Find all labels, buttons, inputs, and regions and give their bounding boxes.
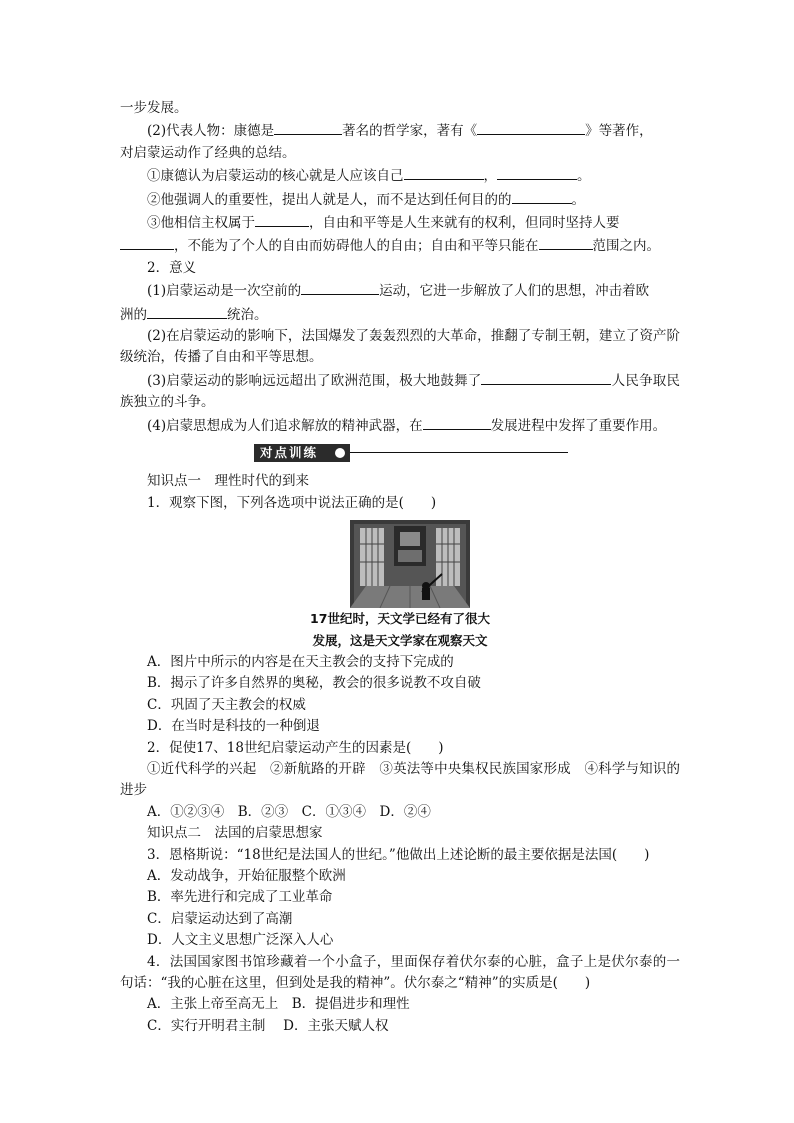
- fill-blank: [147, 303, 227, 319]
- option: [120, 930, 680, 951]
- text: 知识点一 理性时代的到来: [147, 473, 309, 490]
- text: ②他强调人的重要性，提出人就是人，而不是达到任何目的的: [147, 191, 512, 208]
- option: [120, 994, 680, 1015]
- fill-blank: [481, 369, 611, 385]
- text: 发展进程中发挥了重要作用。: [490, 417, 667, 434]
- text: A．①②③④ B．②③ C．①③④ D．②④: [147, 803, 431, 820]
- text: 洲的: [120, 306, 147, 323]
- option: [120, 866, 680, 887]
- text: ，: [483, 168, 497, 185]
- text: 。: [571, 191, 585, 208]
- text: 2．意义: [147, 259, 197, 276]
- section-heading: [120, 258, 680, 279]
- figure-caption: [120, 608, 680, 652]
- text: ①康德认为启蒙运动的核心就是人应该自己: [147, 168, 404, 185]
- fill-blank: [255, 211, 309, 227]
- banner-text: 对点训练: [260, 445, 319, 461]
- text: 对启蒙运动作了经典的总结。: [120, 144, 296, 161]
- text: 运动，它进一步解放了人们的思想，冲击着欧: [379, 283, 650, 300]
- caption-line: 17世纪时，天文学已经有了很大: [310, 610, 490, 626]
- question-stem: [120, 493, 680, 514]
- option: [120, 802, 680, 823]
- document-page: [120, 98, 680, 1037]
- text: (2)代表人物：康德是: [147, 123, 275, 140]
- text: (4)启蒙思想成为人们追求解放的精神武器，在: [147, 417, 423, 434]
- question-stem: [120, 738, 680, 759]
- text: B．揭示了许多自然界的奥秘，教会的很多说教不攻自破: [147, 675, 481, 692]
- text-line: [120, 211, 680, 234]
- fill-blank: [301, 279, 379, 295]
- text: A．主张上帝至高无上 B．提倡进步和理性: [147, 996, 410, 1013]
- text: ①近代科学的兴起 ②新航路的开辟 ③英法等中央集权民族国家形成 ④科学与知识的进步: [120, 760, 680, 799]
- text-line: [120, 303, 680, 326]
- fill-blank: [539, 234, 593, 250]
- text: D．人文主义思想广泛深入人心: [147, 932, 334, 949]
- text-line: [120, 279, 680, 302]
- text: D．在当时是科技的一种倒退: [147, 718, 320, 735]
- text-line: [120, 326, 680, 369]
- text-line: [120, 414, 680, 437]
- banner-label: [254, 444, 350, 462]
- fill-blank: [404, 164, 484, 180]
- text: 4．法国国家图书馆珍藏着一个小盒子，里面保存着伏尔泰的心脏，盒子上是伏尔泰的一句话：“我的心脏在这里，但到处是我的精神”。伏尔泰之“精神”的实质是( ): [120, 953, 680, 991]
- option: [120, 695, 680, 716]
- text: 统治。: [227, 306, 268, 323]
- divider: [350, 452, 568, 453]
- text: 知识点二 法国的启蒙思想家: [147, 825, 323, 842]
- text: ③他相信主权属于: [147, 215, 255, 232]
- option: [120, 1016, 680, 1037]
- text: (1)启蒙运动是一次空前的: [147, 283, 302, 300]
- text: 著名的哲学家，著有《: [342, 123, 478, 140]
- text-line: [120, 143, 680, 164]
- fill-blank: [120, 234, 174, 250]
- text: 。: [577, 168, 591, 185]
- text: 范围之内。: [592, 238, 660, 255]
- question-stem: [120, 845, 680, 866]
- circle-icon: [335, 448, 345, 458]
- text-line: [120, 234, 680, 257]
- text: 一步发展。: [120, 100, 188, 116]
- fill-blank: [477, 119, 585, 135]
- option: [120, 652, 680, 673]
- text: 人民争取民族独立的斗争。: [120, 372, 680, 411]
- option: [120, 887, 680, 908]
- text: 》等著作，: [585, 123, 653, 140]
- text: A．发动战争，开始征服整个欧洲: [147, 867, 346, 884]
- text-line: [120, 98, 680, 119]
- text: A．图片中所示的内容是在天主教会的支持下完成的: [147, 653, 454, 670]
- fill-blank: [497, 164, 577, 180]
- text-line: [120, 119, 680, 142]
- text: 3．恩格斯说：“18世纪是法国人的世纪。”他做出上述论断的最主要依据是法国( ): [147, 846, 650, 863]
- text: C．启蒙运动达到了高潮: [147, 910, 293, 927]
- text-line: [120, 164, 680, 187]
- section-banner: [120, 441, 680, 465]
- text: C．巩固了天主教会的权威: [147, 696, 306, 713]
- option: [120, 673, 680, 694]
- question-items: [120, 759, 680, 802]
- text: C．实行开明君主制 D．主张天赋人权: [147, 1017, 389, 1034]
- text: 1．观察下图，下列各选项中说法正确的是( ): [147, 494, 437, 511]
- text: (2)在启蒙运动的影响下，法国爆发了轰轰烈烈的大革命，推翻了专制王朝，建立了资产阶级统治，传播了自由和平等思想。: [120, 328, 680, 366]
- text: (3)启蒙运动的影响远远超出了欧洲范围，极大地鼓舞了: [147, 372, 482, 389]
- text-line: [120, 188, 680, 211]
- knowledge-point-heading: [120, 823, 680, 844]
- knowledge-point-heading: [120, 471, 680, 492]
- text: ，自由和平等是人生来就有的权利，但同时坚持人要: [309, 215, 620, 232]
- fill-blank: [274, 119, 342, 135]
- caption-line: 发展，这是天文学家在观察天文: [312, 632, 488, 648]
- text: 2．促使17、18世纪启蒙运动产生的因素是( ): [147, 739, 444, 756]
- option: [120, 716, 680, 737]
- text: ，不能为了个人的自由而妨碍他人的自由；自由和平等只能在: [174, 238, 539, 255]
- fill-blank: [512, 188, 572, 204]
- astronomer-illustration: [350, 520, 470, 608]
- option: [120, 909, 680, 930]
- text: B．率先进行和完成了工业革命: [147, 889, 333, 906]
- question-stem: [120, 952, 680, 995]
- astronomer-figure: [120, 520, 680, 608]
- text-line: [120, 369, 680, 414]
- fill-blank: [423, 414, 491, 430]
